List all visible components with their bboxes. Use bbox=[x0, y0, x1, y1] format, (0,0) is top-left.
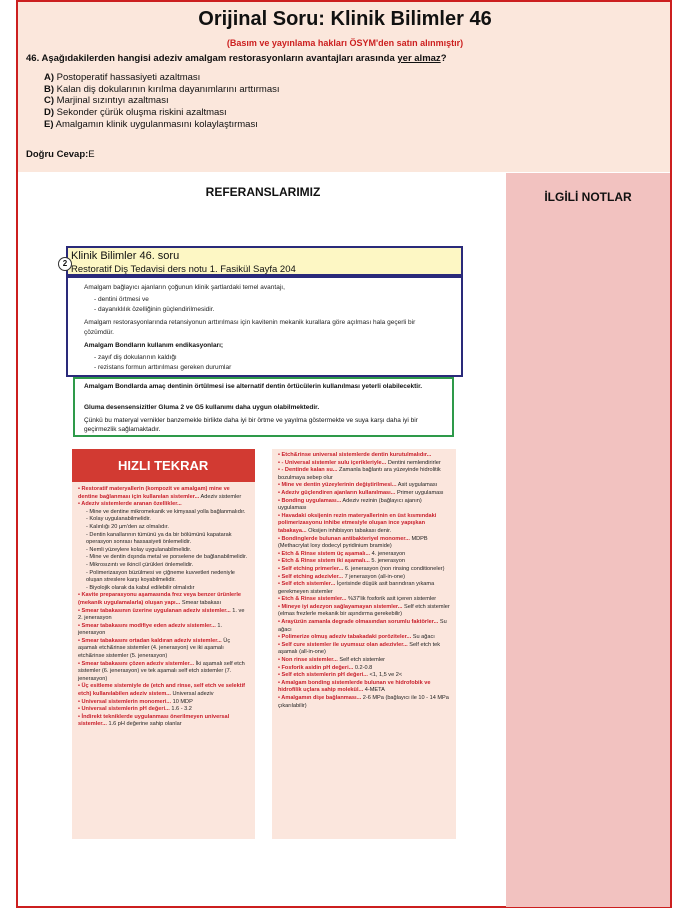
review-item-value: Su ağacı bbox=[411, 634, 435, 641]
review-item-key: • Kavite preparasyonu aşamasında frez veya benzer ürünlerle (mekanik uygulamalarla) oluşan yapı... bbox=[78, 592, 242, 606]
reference-badge: 2 bbox=[58, 257, 72, 271]
review-item-key: • İndirekt tekniklerde uygulanması önerilmeyen universal sistemler... bbox=[78, 713, 230, 728]
quick-review-left-list bbox=[78, 486, 250, 729]
review-item-value: İçerisinde düşük asit barındıran yıkama gerekmeyen sistemler bbox=[278, 581, 435, 595]
review-item bbox=[78, 516, 250, 524]
copyright-note: (Basım ve yayınlama hakları ÖSYM'den satın alınmıştır) bbox=[226, 38, 464, 48]
review-item-key: • Amalgam bonding sistemlerde bulunan ve hidrofobik ve hidrofilik uçlara sahip molekül... bbox=[278, 679, 431, 694]
review-item-key: • Etch & Rinse sistem iki aşamalı... bbox=[278, 558, 370, 565]
review-item bbox=[278, 619, 450, 634]
review-item-key: • Self etch sistemlerin pH değeri... bbox=[278, 672, 368, 679]
excerpt-line: - zayıf diş dokularının kaldığı bbox=[94, 354, 177, 361]
reference-title: Klinik Bilimler 46. soru bbox=[71, 250, 180, 262]
review-item bbox=[278, 672, 450, 680]
review-item-value: Dentini nemlendirirler bbox=[386, 459, 441, 466]
review-item bbox=[278, 596, 450, 604]
option-d: D) Sekonder çürük oluşma riskini azaltması bbox=[44, 107, 227, 119]
review-item-key: • Fosforik asidin pH değeri... bbox=[278, 664, 354, 671]
review-item bbox=[278, 680, 450, 695]
review-item-value: %37'lik fosforik asit içeren sistemler bbox=[346, 596, 437, 603]
review-item-key: • Mine ve dentin yüzeylerinin değiştirilmesi... bbox=[278, 482, 397, 489]
review-item-value: 4. jenerasyon bbox=[370, 550, 406, 557]
review-item-value: 6. jenerasyon (non rinsing conditioneler) bbox=[343, 565, 445, 572]
excerpt-line: Amalgam bağlayıcı ajanların çoğunun klinik şartlardaki temel avantajı, bbox=[84, 284, 285, 291]
review-item-key: • Smear tabakasını ortadan kaldıran adeziv sistemler... bbox=[78, 637, 222, 644]
review-item bbox=[78, 585, 250, 593]
option-b: B) Kalan diş dokularının kırılma dayanımlarını arttırması bbox=[44, 83, 280, 95]
review-item bbox=[278, 665, 450, 673]
review-item bbox=[78, 524, 250, 532]
review-item-key: • Universal sistemlerin monomeri... bbox=[78, 698, 172, 705]
review-item-value: Adeziv sistemler bbox=[199, 493, 242, 500]
review-item-value: 5. jenerasyon bbox=[369, 558, 405, 565]
review-item-value: Primer uygulaması bbox=[395, 489, 444, 496]
review-item-value: Self etch sistemler (elmas frezlerle mekanik bir aşındırma gerekebilir) bbox=[278, 603, 450, 618]
question-prefix: 46. Aşağıdakilerden hangisi adeziv amalgam restorasyonların avantajları arasında bbox=[26, 53, 398, 64]
review-item-value: Self etch sistemler bbox=[337, 657, 386, 664]
review-item-value: - Nemli yüzeylere kolay uygulanabilmelidir. bbox=[86, 546, 192, 553]
excerpt-heading: Amalgam Bondların kullanım endikasyonları; bbox=[84, 342, 224, 349]
review-item-key: • Etch&rinse universal sistemlerde dentin kurutulmalıdır... bbox=[278, 452, 432, 458]
review-item bbox=[278, 574, 450, 582]
review-item bbox=[78, 608, 250, 623]
review-item bbox=[278, 566, 450, 574]
review-item-value: 4-META bbox=[363, 687, 385, 694]
review-item-key: • Bondinglerde bulunan antibakteriyel monomer... bbox=[278, 535, 410, 542]
review-item-value: - Polimerizasyon büzülmesi ve çiğneme kuvvetleri nedeniyle oluşan streslere karşı koyabilmelidir. bbox=[86, 569, 235, 584]
review-item bbox=[278, 657, 450, 665]
review-item bbox=[78, 570, 250, 585]
review-item bbox=[278, 695, 450, 710]
review-item-key: • Polimerize olmuş adeziv tabakadaki poröziteler... bbox=[278, 634, 412, 641]
review-item-value: MDPB (Methacrylat loxy dodecyl pyridinium bramide) bbox=[278, 535, 428, 550]
review-item-value: 0.2-0.8 bbox=[353, 664, 373, 671]
excerpt-line: - dayanıklılık özelliğinin güçlendirilmesidir. bbox=[94, 306, 215, 313]
review-item-key: • Self etch sistemler... bbox=[278, 581, 336, 588]
review-item bbox=[278, 460, 450, 468]
review-item bbox=[278, 551, 450, 559]
review-item-value: İki aşamalı self etch sistemler (6. jenerasyon) ve tek aşamalı self etch sistemler (7. jenerasyon) bbox=[78, 660, 245, 682]
review-item bbox=[78, 683, 250, 698]
reference-highlight bbox=[73, 377, 454, 437]
review-item-key: • Amalgamın dişe bağlanması... bbox=[278, 695, 362, 701]
review-item-value: 1.6 pH değerine sahip olanlar bbox=[106, 721, 182, 728]
review-item-key: • Mineye iyi adezyon sağlayamayan sistemler... bbox=[278, 603, 403, 610]
review-item-key: • Adeziv güçlendiren ajanların kullanılması... bbox=[278, 489, 396, 496]
review-item bbox=[78, 554, 250, 562]
review-item-key: • Smear tabakasını modifiye eden adeziv sistemler... bbox=[78, 622, 216, 629]
review-item-value: - Dentin kanallarının tümünü ya da bir bölümünü kapatarak operasyon sonrası hassasiyeti önlemelidir. bbox=[86, 531, 232, 546]
reference-header bbox=[66, 246, 463, 276]
review-item-key: • - Universal sistemler sulu içerikleriyle... bbox=[278, 459, 387, 466]
review-item bbox=[78, 661, 250, 684]
review-item-value: Üç aşamalı etch&rinse sistemler (4. jenerasyon) ve iki aşamalı etch&rinse sistemler (5. jenerasyon) bbox=[78, 637, 231, 660]
highlight-line: Gluma desensensizitler Gluma 2 ve G5 kullanımı daha uygun olabilmektedir. bbox=[84, 404, 320, 411]
review-item-key: • Self etching primerler... bbox=[278, 565, 344, 572]
option-c: C) Marjinal sızıntıyı azaltması bbox=[44, 95, 169, 107]
review-item-key: • Etch & Rinse sistem üç aşamalı... bbox=[278, 550, 371, 557]
excerpt-line: - rezistans formun arttırılması gereken durumlar bbox=[94, 364, 232, 371]
question-suffix: ? bbox=[440, 53, 447, 64]
review-item-key: • Bonding uygulaması... bbox=[278, 497, 342, 504]
review-item bbox=[278, 634, 450, 642]
review-item-value: Smear tabakası bbox=[180, 599, 222, 606]
excerpt-line: - dentini örtmesi ve bbox=[94, 296, 149, 303]
review-item bbox=[78, 562, 250, 570]
review-item-value: - Kolay uygulanabilmelidir. bbox=[86, 516, 151, 523]
review-item bbox=[78, 623, 250, 638]
review-item bbox=[78, 706, 250, 714]
page-title: Orijinal Soru: Klinik Bilimler 46 bbox=[198, 8, 492, 30]
question-text bbox=[26, 53, 666, 64]
excerpt-line: Amalgam restorasyonlarında retansiyonun arttırılması için kavitenin mekanik kurallara göre açılması hala geçerli bir bbox=[84, 319, 416, 326]
review-item bbox=[78, 638, 250, 661]
review-item-value: - Mine ve dentin dışında metal ve porselene de bağlanabilmelidir. bbox=[86, 554, 248, 561]
review-item-key: • Arayüzün zamanla degrade olmasından sorumlu faktörler... bbox=[278, 619, 439, 626]
review-item-value: Su ağacı bbox=[278, 619, 447, 633]
review-item bbox=[278, 513, 450, 536]
review-item-value: 2-6 MPa (bağlayıcı ile 10 - 14 MPa çıkarılabilir) bbox=[278, 695, 449, 709]
review-item-key: • Restoratif materyallerin (kompozit ve amalgam) mine ve dentine bağlanması için kullanılan sistemler... bbox=[78, 486, 230, 500]
answer-options bbox=[44, 72, 280, 131]
review-item-value: Oksijen inhibisyon tabakası denir. bbox=[306, 527, 392, 534]
review-item-key: • Etch & Rinse sistemler... bbox=[278, 596, 347, 603]
answer-label: Doğru Cevap: bbox=[26, 149, 89, 160]
notes-heading: İLGİLİ NOTLAR bbox=[544, 190, 632, 204]
review-item-key: • Universal sistemlerin pH değeri... bbox=[78, 706, 170, 713]
review-item bbox=[78, 547, 250, 555]
review-item bbox=[78, 532, 250, 547]
review-item-key: • Smear tabakasını çözen adeziv sistemler... bbox=[78, 660, 195, 667]
review-item-key: • Self cure sistemler ile uyumsuz olan adezivler... bbox=[278, 641, 408, 648]
references-heading: REFERANSLARIMIZ bbox=[205, 185, 321, 199]
review-item-value: 1. ve 2. jenerasyon bbox=[78, 607, 245, 622]
review-item-value: - Biyolojik olarak da kabul edilebilir olmalıdır bbox=[86, 584, 195, 591]
review-item-value: Universal adeziv bbox=[170, 691, 214, 698]
option-a: A) Postoperatif hassasiyeti azaltması bbox=[44, 72, 201, 83]
correct-answer bbox=[26, 149, 95, 160]
review-item-key: • Smear tabakasının üzerine uygulanan adeziv sistemler... bbox=[78, 607, 231, 614]
review-item bbox=[278, 604, 450, 619]
review-item bbox=[278, 581, 450, 596]
review-item-key: • Non rinse sistemler... bbox=[278, 657, 338, 664]
review-item bbox=[78, 592, 250, 607]
review-item bbox=[278, 467, 450, 482]
quick-review-title: HIZLI TEKRAR bbox=[72, 449, 255, 482]
review-item-key: • Adeziv sistemlerde aranan özellikler... bbox=[78, 501, 182, 508]
review-item-value: - Mine ve dentine mikromekanik ve kimyasal yolla bağlanmalıdır. bbox=[86, 508, 246, 515]
review-item bbox=[278, 642, 450, 657]
answer-value: E bbox=[88, 149, 95, 160]
review-item bbox=[278, 498, 450, 513]
review-item-value: - Kalınlığı 20 µm'den az olmalıdır. bbox=[86, 523, 169, 530]
review-item-key: • - Dentinde kalan su... bbox=[278, 467, 338, 474]
review-item bbox=[278, 490, 450, 498]
review-item-value: Adeziv rezinin (bağlayıcı ajanın) uygulaması bbox=[278, 497, 422, 512]
notes-panel bbox=[506, 173, 670, 907]
review-item bbox=[278, 536, 450, 551]
review-item-value: Self etch tek aşamalı (all-in-one) bbox=[278, 641, 441, 656]
review-item-value: 1. jenerasyon bbox=[78, 622, 223, 637]
question-emphasis: yer almaz bbox=[397, 53, 441, 64]
reference-source: Restoratif Diş Tedavisi ders notu 1. Fasikül Sayfa 204 bbox=[71, 264, 296, 275]
reference-excerpt bbox=[66, 276, 463, 377]
review-item bbox=[278, 558, 450, 566]
review-item-value: Zamanla bağlantı ara yüzeyinde hidrolitik bozulmaya sebep olur bbox=[278, 467, 441, 481]
review-item bbox=[278, 452, 450, 460]
quick-review-right-list bbox=[278, 452, 450, 710]
review-item bbox=[78, 699, 250, 707]
review-item-value: 10 MDP bbox=[171, 698, 193, 705]
review-item bbox=[78, 714, 250, 729]
review-item-value: - Mikrosızıntı ve ikincil çürükleri önlemelidir. bbox=[86, 561, 194, 568]
review-item-key: • Self etching adezivler... bbox=[278, 573, 344, 580]
review-item bbox=[278, 482, 450, 490]
review-item bbox=[78, 486, 250, 501]
review-item-value: <1, 1,5 ve 2< bbox=[367, 672, 403, 679]
highlight-line: Amalgam Bondlarda amaç dentinin örtülmesi ise alternatif dentin örtücülerin kullanılması yeterli olabilecektir. bbox=[84, 383, 423, 390]
review-item-key: • Havadaki oksijenin rezin materyallerinin en üst kısmındaki polimerizasyonu inhibe etmesiyle oluşan ince yapışkan tabakaya... bbox=[278, 512, 437, 534]
review-item-value: 7 jenerasyon (all-in-one) bbox=[343, 573, 405, 580]
option-e: E) Amalgamın klinik uygulanmasını kolaylaştırması bbox=[44, 118, 258, 130]
excerpt-line: çözümdür. bbox=[84, 329, 114, 336]
review-item-key: • Üç esitleme sistemiyle de (etch and rinse, self etch ve selektif etch) kullanılabilen adeziv sistem... bbox=[78, 683, 246, 698]
review-item-value: Asit uygulaması bbox=[396, 482, 438, 489]
review-item-value: 1.6 - 3.2 bbox=[169, 706, 192, 713]
highlight-line: Çünkü bu materyal vernikler banzemekle birlikte daha iyi bir örtme ve yayılma göstermekte ve suya karşı daha iyi bir geçirmezlik sağlamaktadır. bbox=[84, 417, 418, 433]
review-item bbox=[78, 501, 250, 509]
review-item bbox=[78, 509, 250, 517]
